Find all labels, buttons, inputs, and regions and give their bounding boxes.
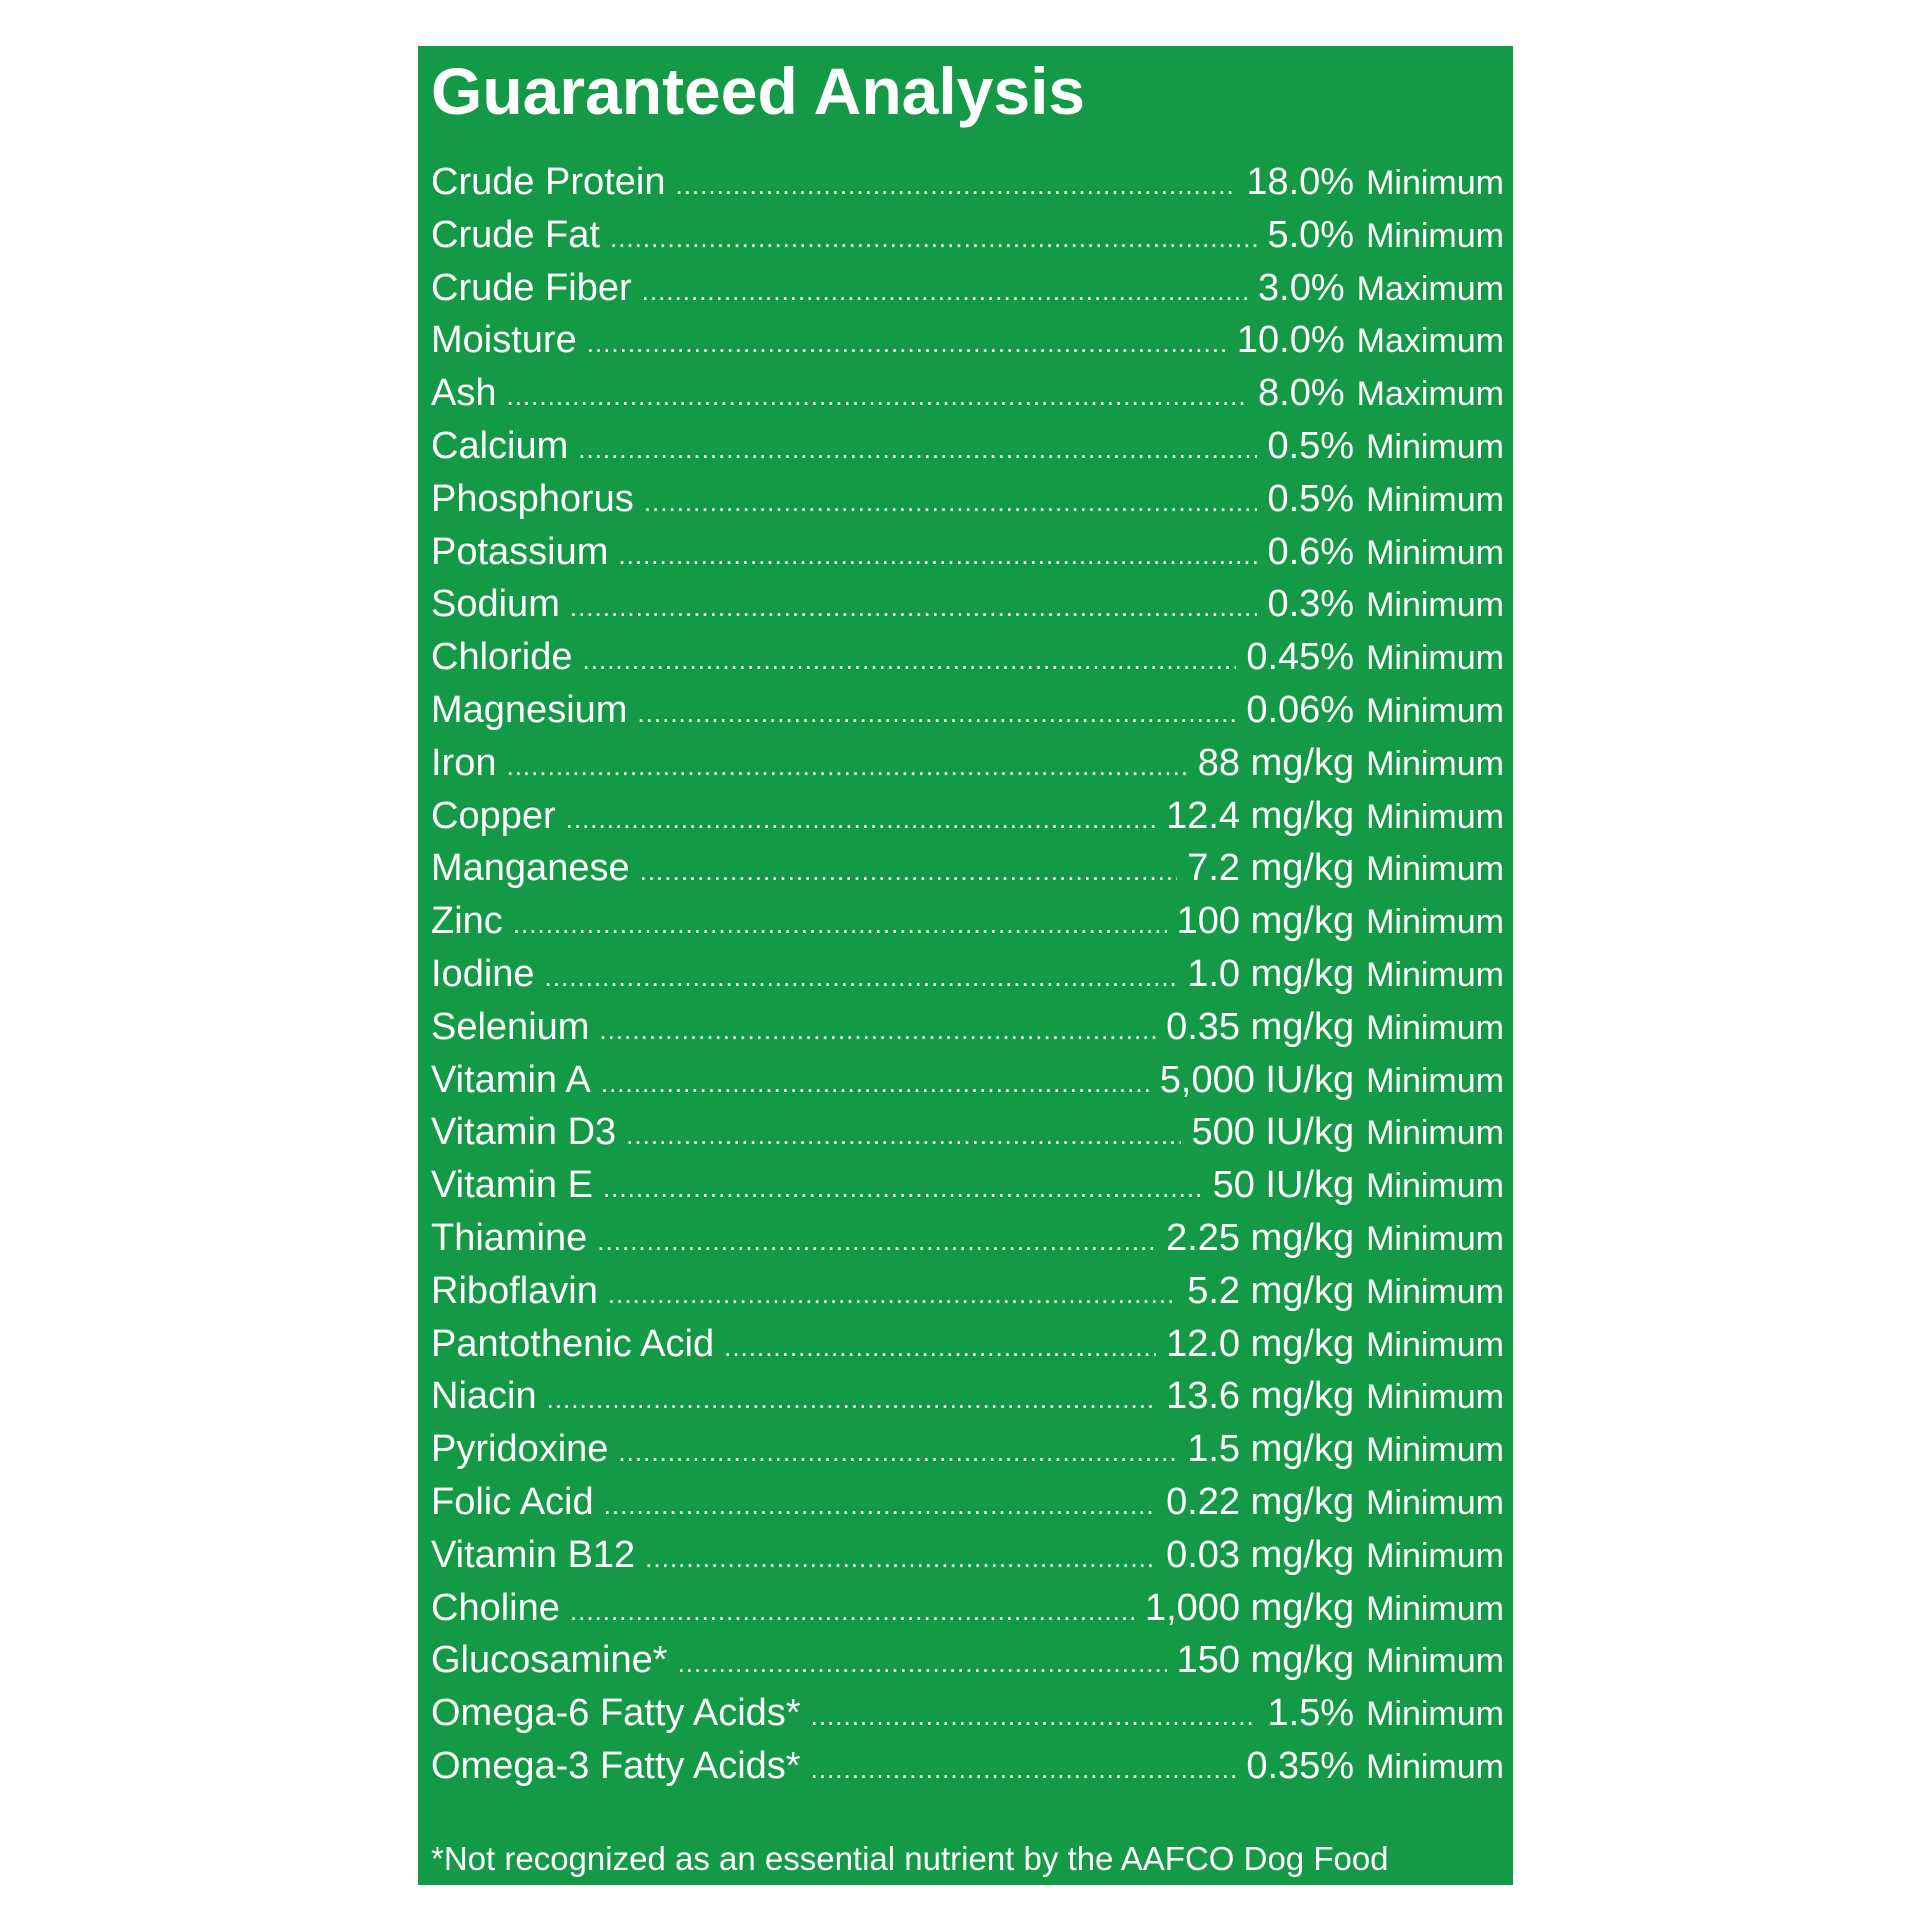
nutrient-qualifier: Minimum	[1366, 1483, 1504, 1522]
nutrient-name: Pyridoxine	[431, 1428, 609, 1471]
nutrient-value: 7.2 mg/kg	[1187, 847, 1355, 890]
dot-leader	[599, 1004, 1156, 1057]
nutrient-row	[431, 1054, 1504, 1107]
dot-leader	[583, 634, 1237, 687]
dot-leader	[597, 1215, 1156, 1268]
dot-leader	[618, 529, 1257, 582]
nutrient-row	[431, 473, 1504, 526]
dot-leader	[587, 317, 1227, 370]
nutrient-value: 0.5%	[1267, 424, 1355, 467]
nutrient-qualifier: Minimum	[1366, 797, 1504, 836]
nutrient-value: 5.0%	[1267, 213, 1355, 256]
dot-leader	[603, 1162, 1203, 1215]
nutrient-row	[431, 1423, 1504, 1476]
nutrient-qualifier: Minimum	[1366, 1167, 1504, 1206]
nutrient-row	[431, 1687, 1504, 1740]
nutrient-row	[431, 367, 1504, 420]
nutrient-name: Riboflavin	[431, 1269, 598, 1312]
footnote-line-2: Nutrient Profiles	[449, 1886, 684, 1923]
dot-leader	[724, 1321, 1156, 1374]
nutrient-row	[431, 1318, 1504, 1371]
nutrient-qualifier: Minimum	[1366, 216, 1504, 255]
nutrient-value: 5.2 mg/kg	[1187, 1269, 1355, 1312]
nutrient-name: Omega-6 Fatty Acids*	[431, 1692, 801, 1735]
nutrient-value: 0.06%	[1246, 688, 1355, 731]
dot-leader	[566, 793, 1156, 846]
nutrient-qualifier: Minimum	[1366, 1642, 1504, 1681]
nutrient-name: Thiamine	[431, 1216, 588, 1259]
nutrient-row	[431, 895, 1504, 948]
nutrient-name: Selenium	[431, 1005, 590, 1048]
nutrient-row	[431, 1159, 1504, 1212]
nutrient-row	[431, 156, 1504, 209]
nutrient-value: 88 mg/kg	[1197, 741, 1355, 784]
nutrient-name: Potassium	[431, 530, 609, 573]
nutrient-qualifier: Minimum	[1366, 1431, 1504, 1470]
nutrient-qualifier: Minimum	[1366, 164, 1504, 202]
nutrient-value: 150 mg/kg	[1176, 1639, 1355, 1682]
dot-leader	[506, 740, 1187, 793]
nutrient-name: Iron	[431, 741, 497, 784]
dot-leader	[637, 687, 1236, 740]
nutrient-row	[431, 1634, 1504, 1687]
nutrient-qualifier: Minimum	[1366, 955, 1504, 994]
guaranteed-analysis-panel	[418, 46, 1513, 1923]
nutrient-value: 0.22 mg/kg	[1166, 1480, 1355, 1523]
nutrient-value: 0.3%	[1267, 583, 1355, 626]
nutrient-row	[431, 526, 1504, 579]
nutrient-qualifier: Minimum	[1366, 744, 1504, 783]
nutrient-row	[431, 578, 1504, 631]
nutrient-qualifier: Minimum	[1366, 1008, 1504, 1047]
nutrient-name: Chloride	[431, 636, 573, 679]
dot-leader	[601, 1057, 1150, 1110]
nutrient-name: Vitamin B12	[431, 1533, 636, 1576]
nutrient-row	[431, 1370, 1504, 1423]
nutrient-value: 1.5%	[1267, 1692, 1355, 1735]
nutrient-row	[431, 1582, 1504, 1635]
nutrient-row	[431, 1001, 1504, 1054]
nutrient-value: 0.5%	[1267, 477, 1355, 520]
nutrient-name: Crude Fat	[431, 213, 600, 256]
nutrient-qualifier: Minimum	[1366, 850, 1504, 889]
nutrient-name: Folic Acid	[431, 1480, 594, 1523]
nutrient-qualifier: Minimum	[1366, 427, 1504, 466]
nutrient-row	[431, 790, 1504, 843]
nutrient-value: 5,000 IU/kg	[1159, 1058, 1355, 1101]
nutrient-qualifier: Minimum	[1366, 1747, 1504, 1786]
nutrient-name: Copper	[431, 794, 556, 837]
nutrient-qualifier: Minimum	[1366, 903, 1504, 942]
dot-leader	[640, 845, 1178, 898]
nutrient-value: 12.0 mg/kg	[1166, 1322, 1355, 1365]
nutrient-value: 100 mg/kg	[1176, 900, 1355, 943]
dot-leader	[513, 898, 1167, 951]
nutrient-qualifier: Minimum	[1366, 1378, 1504, 1417]
nutrient-qualifier: Minimum	[1366, 1325, 1504, 1364]
nutrient-name: Sodium	[431, 583, 560, 626]
nutrient-value: 8.0%	[1258, 372, 1345, 415]
nutrient-value: 2.25 mg/kg	[1166, 1216, 1355, 1259]
nutrient-name: Choline	[431, 1586, 560, 1629]
nutrient-value: 1.0 mg/kg	[1187, 952, 1355, 995]
dot-leader	[618, 1426, 1177, 1479]
nutrient-row	[431, 1106, 1504, 1159]
nutrient-qualifier: Maximum	[1356, 269, 1504, 308]
nutrient-qualifier: Minimum	[1366, 533, 1504, 572]
nutrient-value: 13.6 mg/kg	[1166, 1375, 1355, 1418]
nutrient-qualifier: Minimum	[1366, 1219, 1504, 1258]
nutrient-list	[431, 156, 1504, 1793]
nutrient-value: 3.0%	[1258, 266, 1345, 309]
dot-leader	[811, 1743, 1237, 1796]
dot-leader	[626, 1109, 1181, 1162]
nutrient-name: Magnesium	[431, 688, 628, 731]
nutrient-row	[431, 262, 1504, 315]
nutrient-qualifier: Minimum	[1366, 586, 1504, 625]
dot-leader	[645, 1532, 1156, 1585]
nutrient-name: Vitamin A	[431, 1058, 591, 1101]
nutrient-qualifier: Minimum	[1366, 1061, 1504, 1100]
nutrient-row	[431, 631, 1504, 684]
nutrient-name: Zinc	[431, 900, 503, 943]
nutrient-name: Moisture	[431, 319, 577, 362]
nutrient-qualifier: Minimum	[1366, 1589, 1504, 1628]
nutrient-name: Niacin	[431, 1375, 537, 1418]
nutrient-name: Phosphorus	[431, 477, 634, 520]
nutrient-name: Ash	[431, 372, 497, 415]
nutrient-row	[431, 948, 1504, 1001]
nutrient-name: Iodine	[431, 952, 535, 995]
nutrient-row	[431, 420, 1504, 473]
nutrient-value: 18.0%	[1246, 161, 1355, 203]
dot-leader	[545, 951, 1178, 1004]
panel-title: Guaranteed Analysis	[431, 54, 1086, 128]
nutrient-value: 0.03 mg/kg	[1166, 1533, 1355, 1576]
footnote	[431, 1836, 1491, 1928]
nutrient-value: 0.35%	[1246, 1744, 1355, 1787]
nutrient-value: 10.0%	[1236, 319, 1345, 362]
dot-leader	[678, 1637, 1167, 1690]
nutrient-qualifier: Minimum	[1366, 1272, 1504, 1311]
dot-leader	[604, 1479, 1156, 1532]
nutrient-qualifier: Minimum	[1366, 639, 1504, 678]
nutrient-value: 50 IU/kg	[1212, 1164, 1355, 1207]
dot-leader	[570, 581, 1258, 634]
nutrient-value: 0.45%	[1246, 636, 1355, 679]
nutrient-name: Manganese	[431, 847, 630, 890]
nutrient-value: 0.35 mg/kg	[1166, 1005, 1355, 1048]
nutrient-name: Vitamin D3	[431, 1111, 617, 1154]
dot-leader	[578, 423, 1257, 476]
nutrient-name: Pantothenic Acid	[431, 1322, 715, 1365]
nutrient-row	[431, 209, 1504, 262]
nutrient-name: Crude Protein	[431, 161, 666, 203]
dot-leader	[506, 370, 1248, 423]
nutrient-name: Glucosamine*	[431, 1639, 668, 1682]
nutrient-qualifier: Minimum	[1366, 1536, 1504, 1575]
nutrient-row	[431, 1740, 1504, 1793]
nutrient-qualifier: Minimum	[1366, 1695, 1504, 1734]
dot-leader	[547, 1373, 1156, 1426]
nutrient-row	[431, 1212, 1504, 1265]
nutrient-row	[431, 1265, 1504, 1318]
nutrient-row	[431, 1529, 1504, 1582]
nutrient-qualifier: Maximum	[1356, 322, 1504, 361]
nutrient-row	[431, 684, 1504, 737]
nutrient-qualifier: Minimum	[1366, 691, 1504, 730]
nutrient-value: 12.4 mg/kg	[1166, 794, 1355, 837]
nutrient-row	[431, 842, 1504, 895]
nutrient-value: 1,000 mg/kg	[1144, 1586, 1355, 1629]
dot-leader	[811, 1690, 1258, 1743]
footnote-line-1: *Not recognized as an essential nutrient by the AAFCO Dog Food	[431, 1840, 1389, 1877]
dot-leader	[610, 212, 1258, 265]
nutrient-value: 1.5 mg/kg	[1187, 1428, 1355, 1471]
nutrient-name: Crude Fiber	[431, 266, 632, 309]
nutrient-row	[431, 314, 1504, 367]
nutrient-name: Calcium	[431, 424, 569, 467]
nutrient-qualifier: Minimum	[1366, 1114, 1504, 1153]
nutrient-value: 0.6%	[1267, 530, 1355, 573]
nutrient-row	[431, 1476, 1504, 1529]
dot-leader	[570, 1585, 1135, 1638]
nutrient-row	[431, 737, 1504, 790]
nutrient-name: Vitamin E	[431, 1164, 593, 1207]
dot-leader	[644, 476, 1258, 529]
nutrient-name: Omega-3 Fatty Acids*	[431, 1744, 801, 1787]
dot-leader	[642, 265, 1248, 318]
nutrient-qualifier: Maximum	[1356, 375, 1504, 414]
nutrient-value: 500 IU/kg	[1191, 1111, 1355, 1154]
dot-leader	[675, 159, 1236, 212]
dot-leader	[608, 1268, 1177, 1321]
nutrient-qualifier: Minimum	[1366, 480, 1504, 519]
